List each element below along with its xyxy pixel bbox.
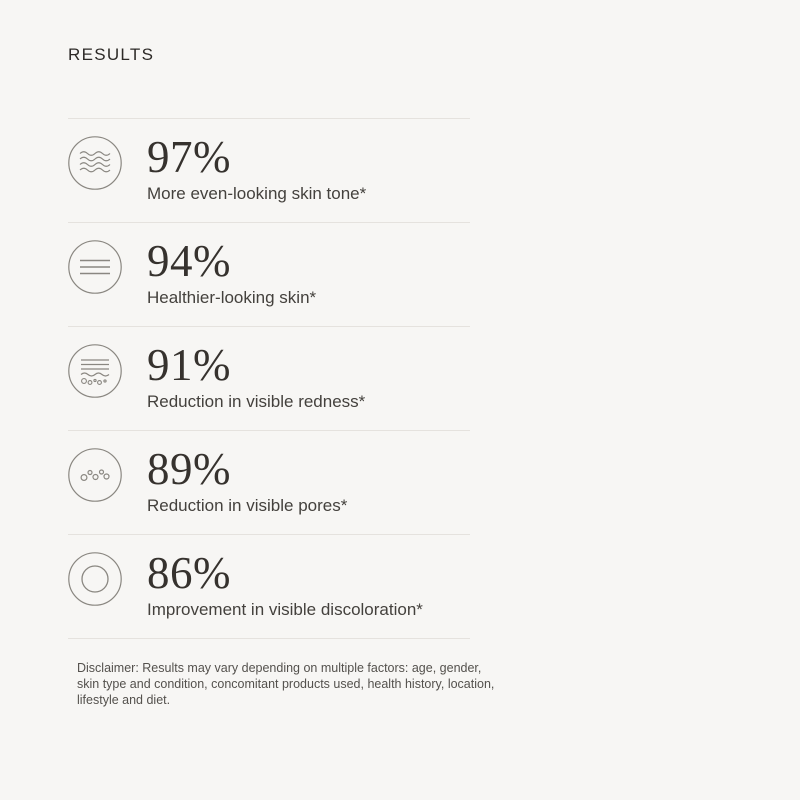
result-text (147, 340, 366, 412)
result-row (68, 222, 470, 326)
result-row (68, 534, 470, 638)
redness-surface-icon (68, 344, 122, 398)
results-section (68, 45, 495, 721)
results-list (68, 118, 470, 639)
discoloration-ring-icon (68, 552, 122, 606)
result-percent: 97% (147, 132, 231, 182)
result-percent: 91% (147, 340, 231, 390)
result-label: Reduction in visible pores* (147, 496, 348, 515)
result-percent: 86% (147, 548, 231, 598)
pores-dots-icon (68, 448, 122, 502)
result-label: Reduction in visible redness* (147, 392, 366, 411)
result-row (68, 430, 470, 534)
result-label: More even-looking skin tone* (147, 184, 367, 203)
result-text (147, 548, 423, 620)
skin-tone-waves-icon (68, 136, 122, 190)
result-row (68, 118, 470, 222)
result-label: Improvement in visible discoloration* (147, 600, 423, 619)
result-percent: 94% (147, 236, 231, 286)
result-text (147, 132, 367, 204)
result-label: Healthier-looking skin* (147, 288, 317, 307)
result-text (147, 444, 348, 516)
section-title: RESULTS (68, 45, 155, 64)
result-row (68, 326, 470, 430)
result-percent: 89% (147, 444, 231, 494)
result-text (147, 236, 317, 308)
disclaimer-text: Disclaimer: Results may vary depending on multiple factors: age, gender, skin type and condition, concomitant products used, health history, location, lifestyle and diet. (77, 661, 495, 707)
skin-layers-lines-icon (68, 240, 122, 294)
